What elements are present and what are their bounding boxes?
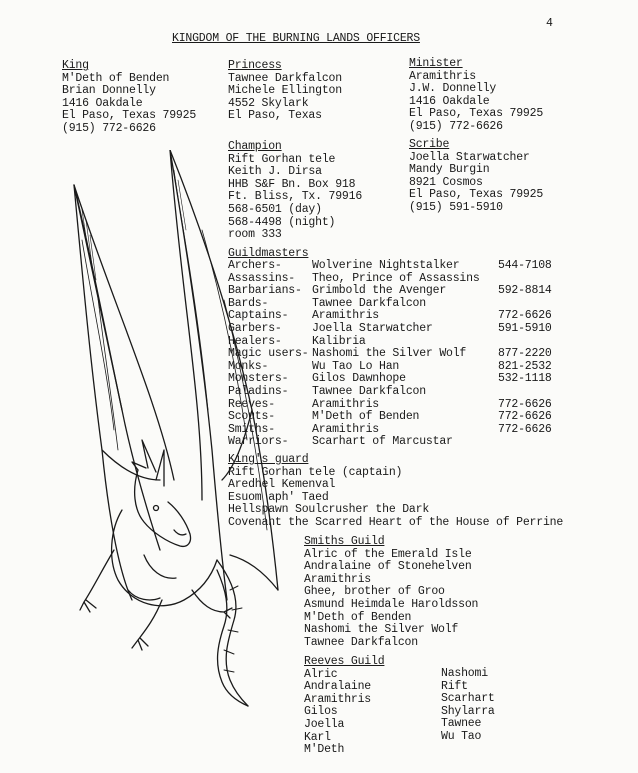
guildmaster-name: Aramithris — [312, 397, 380, 411]
smiths-guild-line: Asmund Heimdale Haroldsson — [304, 597, 479, 611]
scribe-section — [409, 139, 543, 215]
winged-dragon-illustration — [52, 150, 297, 710]
reeves-guild-name: Aramithris — [304, 692, 372, 706]
guildmaster-guild: Bards- — [228, 296, 269, 310]
guildmaster-phone: 591-5910 — [498, 322, 552, 335]
champion-line: HHB S&F Bn. Box 918 — [228, 177, 356, 191]
kings-guard-line: Rift Gorhan tele (captain) — [228, 465, 403, 479]
champion-line: Rift Gorhan tele — [228, 152, 336, 166]
champion-line: 568-6501 (day) — [228, 202, 322, 216]
guildmaster-name: Joella Starwatcher — [312, 322, 433, 335]
minister-line: 1416 Oakdale — [409, 94, 490, 108]
smiths-guild-line: M'Deth of Benden — [304, 610, 412, 624]
guildmasters-heading: Guildmasters — [228, 247, 309, 260]
guildmaster-guild: Captains- — [228, 309, 289, 323]
guildmaster-guild: Monsters- — [228, 372, 289, 386]
guildmaster-phone: 772-6626 — [498, 309, 552, 323]
reeves-guild-name: Wu Tao — [441, 729, 482, 743]
scribe-line: Joella Starwatcher — [409, 150, 530, 164]
reeves-guild-name: Nashomi — [441, 667, 488, 680]
guildmaster-phone: 821-2532 — [498, 359, 552, 373]
guildmaster-guild: Smiths- — [228, 422, 275, 436]
guildmaster-guild: Reeves- — [228, 397, 275, 411]
reeves-guild-heading: Reeves Guild — [304, 655, 385, 668]
minister-line: J.W. Donnelly — [409, 82, 497, 96]
reeves-guild-name: Joella — [304, 717, 345, 731]
scribe-heading: Scribe — [409, 138, 450, 151]
guildmaster-phone: 877-2220 — [498, 347, 552, 361]
minister-section — [409, 58, 543, 134]
kings-guard-line: Aredhel Kemenval — [228, 478, 336, 492]
page-title: KINGDOM OF THE BURNING LANDS OFFICERS — [172, 32, 420, 45]
reeves-guild-name: Shylarra — [441, 704, 495, 718]
guildmaster-phone: 772-6626 — [498, 397, 552, 411]
kings-guard-line: Hellspawn Soulcrusher the Dark — [228, 503, 430, 517]
king-line: M'Deth of Benden — [62, 71, 170, 85]
smiths-guild-line: Ghee, brother of Groo — [304, 585, 445, 599]
kings-guard-line: Covenant the Scarred Heart of the House of Perrine — [228, 515, 564, 529]
kings-guard-heading: King's guard — [228, 453, 309, 466]
princess-line: Michele Ellington — [228, 84, 342, 98]
reeves-guild-col2 — [441, 668, 495, 744]
reeves-guild-name: Alric — [304, 667, 338, 681]
princess-section — [228, 60, 342, 123]
champion-line: Keith J. Dirsa — [228, 165, 322, 179]
guildmaster-guild: Garbers- — [228, 322, 282, 335]
reeves-guild-name: Karl — [304, 730, 331, 744]
smiths-guild-line: Andralaine of Stonehelven — [304, 560, 472, 574]
princess-heading: Princess — [228, 59, 282, 72]
champion-line: room 333 — [228, 228, 282, 242]
minister-line: (915) 772-6626 — [409, 119, 503, 133]
guildmaster-name: Gilos Dawnhope — [312, 372, 406, 386]
guildmaster-guild: Healers- — [228, 334, 282, 348]
guildmaster-guild: Scouts- — [228, 410, 275, 424]
page-number: 4 — [546, 17, 553, 30]
king-line: El Paso, Texas 79925 — [62, 109, 197, 123]
reeves-guild-name: M'Deth — [304, 743, 345, 757]
champion-line: 568-4498 (night) — [228, 215, 336, 229]
guildmaster-phone: 532-1118 — [498, 372, 552, 386]
minister-line: El Paso, Texas 79925 — [409, 107, 544, 121]
king-line: Brian Donnelly — [62, 84, 156, 98]
reeves-guild-name: Tawnee — [441, 717, 482, 731]
smiths-guild-line: Nashomi the Silver Wolf — [304, 623, 459, 637]
guildmaster-name: Aramithris — [312, 309, 380, 323]
guildmaster-name: Nashomi the Silver Wolf — [312, 347, 467, 361]
guildmaster-guild: Assassins- — [228, 271, 296, 285]
princess-line: 4552 Skylark — [228, 96, 309, 110]
reeves-guild-name: Andralaine — [304, 680, 372, 694]
king-line: 1416 Oakdale — [62, 96, 143, 110]
king-line: (915) 772-6626 — [62, 121, 156, 135]
guildmaster-phone: 592-8814 — [498, 284, 552, 298]
reeves-guild-name: Rift — [441, 679, 468, 693]
reeves-guild-name: Gilos — [304, 705, 338, 719]
guildmaster-name: Wolverine Nightstalker — [312, 259, 460, 272]
princess-line: Tawnee Darkfalcon — [228, 71, 342, 85]
smiths-guild-heading: Smiths Guild — [304, 535, 385, 548]
smiths-guild-line: Alric of the Emerald Isle — [304, 547, 472, 561]
guildmaster-name: Scarhart of Marcustar — [312, 435, 453, 449]
guildmaster-phone: 772-6626 — [498, 410, 552, 424]
guildmaster-phone: 544-7108 — [498, 259, 552, 272]
smiths-guild-line: Aramithris — [304, 572, 372, 586]
guildmaster-guild: Monks- — [228, 359, 269, 373]
guildmaster-guild: Warriors- — [228, 435, 289, 449]
guildmaster-name: Wu Tao Lo Han — [312, 359, 400, 373]
scribe-line: El Paso, Texas 79925 — [409, 188, 544, 202]
kings-guard-line: Esuom aph' Taed — [228, 490, 329, 504]
minister-line: Aramithris — [409, 69, 477, 83]
guildmaster-guild: Archers- — [228, 259, 282, 272]
guildmaster-name: Kalibria — [312, 334, 366, 348]
guildmaster-name: Grimbold the Avenger — [312, 284, 447, 298]
guildmaster-guild: Barbarians- — [228, 284, 302, 298]
reeves-guild-col1 — [304, 656, 384, 757]
scribe-line: Mandy Burgin — [409, 163, 490, 177]
reeves-guild-name: Scarhart — [441, 692, 495, 706]
guildmaster-name: Tawnee Darkfalcon — [312, 385, 426, 398]
guildmaster-guild: Magic users- — [228, 347, 309, 361]
guildmaster-name: Tawnee Darkfalcon — [312, 296, 426, 310]
guildmaster-name: M'Deth of Benden — [312, 410, 420, 424]
king-section — [62, 60, 196, 136]
guildmaster-name: Theo, Prince of Assassins — [312, 271, 480, 285]
scribe-line: (915) 591-5910 — [409, 200, 503, 214]
scribe-line: 8921 Cosmos — [409, 175, 483, 189]
guildmaster-guild: Paladins- — [228, 385, 289, 398]
king-heading: King — [62, 59, 89, 72]
champion-heading: Champion — [228, 140, 282, 153]
champion-line: Ft. Bliss, Tx. 79916 — [228, 190, 363, 204]
guildmaster-name: Aramithris — [312, 422, 380, 436]
minister-heading: Minister — [409, 57, 463, 70]
guildmaster-phone: 772-6626 — [498, 422, 552, 436]
princess-line: El Paso, Texas — [228, 109, 322, 123]
smiths-guild-section — [304, 536, 478, 649]
smiths-guild-line: Tawnee Darkfalcon — [304, 635, 418, 649]
